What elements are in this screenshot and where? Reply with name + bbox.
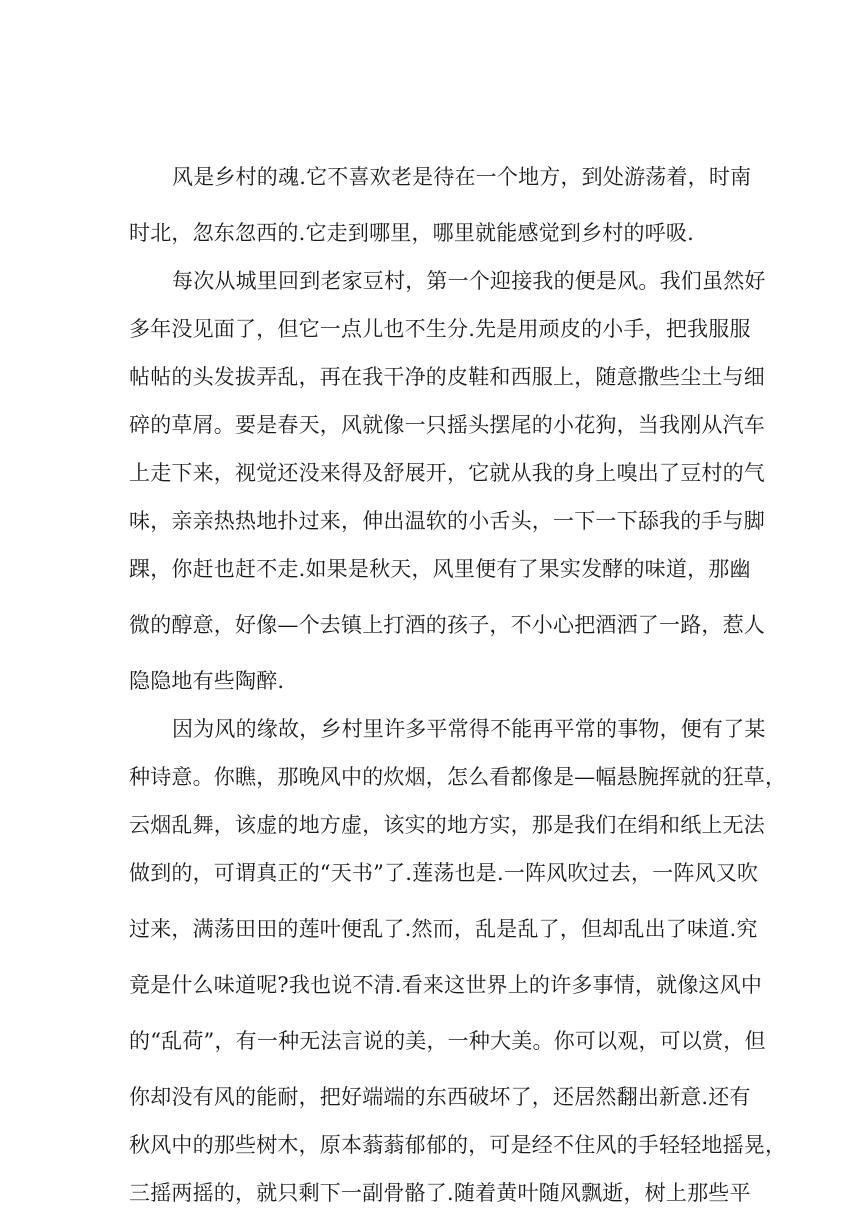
paragraph-2-line-8: 微的醇意，好像—个去镇上打酒的孩子，不小心把酒洒了一路，惹人 <box>129 613 765 637</box>
paragraph-2-line-4: 碎的草屑。要是春天，风就像一只摇头摆尾的小花狗，当我刚从汽车 <box>129 413 765 437</box>
paragraph-3-line-7: 的“乱荷”，有一种无法言说的美，一种大美。你可以观，可以赏，但 <box>129 1029 766 1053</box>
paragraph-2-line-6: 味，亲亲热热地扑过来，伸出温软的小舌头，一下一下舔我的手与脚 <box>129 509 765 533</box>
paragraph-2-line-3: 帖帖的头发拔弄乱，再在我干净的皮鞋和西服上，随意撒些尘土与细 <box>129 365 765 389</box>
paragraph-3-line-2: 种诗意。你瞧，那晚风中的炊烟，怎么看都像是—幅悬腕挥就的狂草， <box>129 765 787 789</box>
paragraph-2-line-7: 踝，你赶也赶不走.如果是秋天，风里便有了果实发酵的味道，那幽 <box>129 557 751 581</box>
paragraph-1-line-2: 时北，忽东忽西的.它走到哪里，哪里就能感觉到乡村的呼吸. <box>129 221 694 245</box>
paragraph-3-line-4: 做到的，可谓真正的“天书”了.莲荡也是.一阵风吹过去，一阵风又吹 <box>129 861 759 885</box>
paragraph-3-line-5: 过来，满荡田田的莲叶便乱了.然而，乱是乱了，但却乱出了味道.究 <box>129 917 758 941</box>
paragraph-1-line-1: 风是乡村的魂.它不喜欢老是待在一个地方，到处游荡着，时南 <box>172 165 752 189</box>
paragraph-2-line-1: 每次从城里回到老家豆村，第一个迎接我的便是风。我们虽然好 <box>172 269 766 293</box>
paragraph-3-line-8: 你却没有风的能耐，把好端端的东西破坏了，还居然翻出新意.还有 <box>129 1085 751 1109</box>
paragraph-3-line-1: 因为风的缘故，乡村里许多平常得不能再平常的事物，便有了某 <box>172 717 766 741</box>
paragraph-3-line-9: 秋风中的那些树木，原本蓊蓊郁郁的，可是经不住风的手轻轻地摇晃， <box>129 1133 787 1157</box>
paragraph-3-line-3: 云烟乱舞，该虚的地方虚，该实的地方实，那是我们在绢和纸上无法 <box>129 813 765 837</box>
paragraph-2-line-2: 多年没见面了，但它一点儿也不生分.先是用顽皮的小手，把我服服 <box>129 317 751 341</box>
paragraph-3-line-6: 竟是什么味道呢?我也说不清.看来这世界上的许多事情，就像这风中 <box>129 973 763 997</box>
paragraph-2-line-5: 上走下来，视觉还没来得及舒展开，它就从我的身上嗅出了豆村的气 <box>129 461 765 485</box>
paragraph-3-line-10: 三摇两摇的，就只剩下一副骨骼了.随着黄叶随风飘逝，树上那些平 <box>129 1181 751 1205</box>
paragraph-2-line-9: 隐隐地有些陶醉. <box>129 669 285 693</box>
